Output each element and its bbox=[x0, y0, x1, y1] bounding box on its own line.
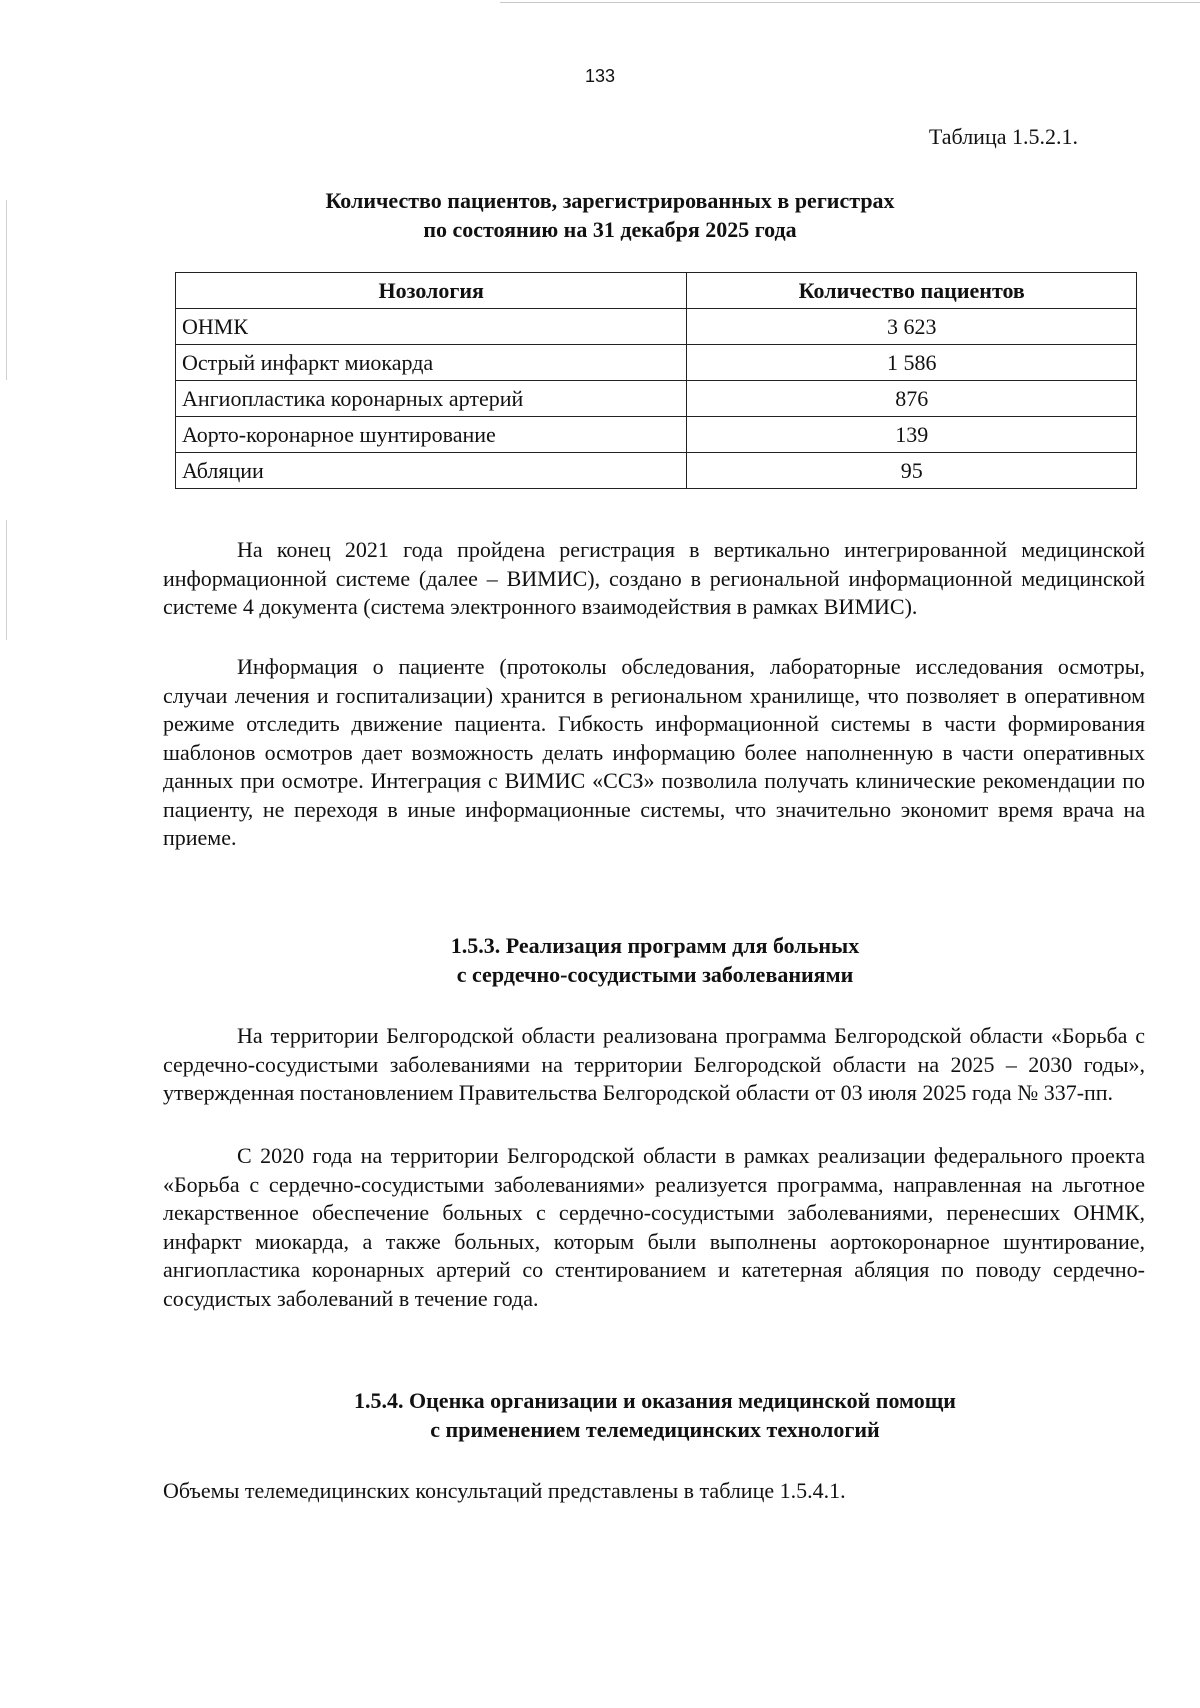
section-heading-line: с сердечно-сосудистыми заболеваниями bbox=[456, 962, 854, 987]
nosology-cell: Абляции bbox=[176, 453, 687, 489]
registry-table bbox=[175, 272, 1137, 489]
column-header-patient-count: Количество пациентов bbox=[687, 273, 1137, 309]
scan-edge-line bbox=[6, 520, 7, 640]
scan-edge-line bbox=[500, 2, 1200, 3]
section-heading-line: с применением телемедицинских технологий bbox=[430, 1417, 880, 1442]
page-number: 133 bbox=[584, 66, 616, 86]
patient-count-cell: 95 bbox=[687, 453, 1137, 489]
section-heading-line: 1.5.4. Оценка организации и оказания медицинской помощи bbox=[354, 1388, 956, 1413]
paragraph-regional-program: На территории Белгородской области реализована программа Белгородской области «Борьба с сердечно-сосудистыми заболеваниями на территории Белгородской области на 2025 – 2030 годы», утвержденная постановлением Правительства Белгородской области от 03 июля 2025 года № 337-пп. bbox=[163, 1023, 1145, 1105]
table-header-row bbox=[176, 273, 1137, 309]
section-heading-1-5-3 bbox=[160, 931, 1150, 989]
nosology-cell: ОНМК bbox=[176, 309, 687, 345]
patient-count-cell: 139 bbox=[687, 417, 1137, 453]
paragraph-vimis-registration: На конец 2021 года пройдена регистрация в вертикально интегрированной медицинской информационной системе (далее – ВИМИС), создано в региональной информационной медицинской системе 4 документа (система электронного взаимодействия в рамках ВИМИС). bbox=[163, 537, 1145, 619]
paragraph-federal-project: С 2020 года на территории Белгородской области в рамках реализации федерального проекта «Борьба с сердечно-сосудистыми заболеваниями» реализуется программа, направленная на льготное лекарственное обеспечение больных с сердечно-сосудистыми заболеваниями, перенесших ОНМК, инфаркт миокарда, а также больных, которым были выполнены аортокоронарное шунтирование, ангиопластика коронарных артерий со стентированием и катетерная абляция по поводу сердечно-сосудистых заболеваний в течение года. bbox=[163, 1143, 1145, 1311]
patient-count-cell: 876 bbox=[687, 381, 1137, 417]
table-row bbox=[176, 309, 1137, 345]
section-heading-1-5-4 bbox=[160, 1386, 1150, 1444]
scan-edge-line bbox=[6, 200, 7, 380]
patient-count-cell: 1 586 bbox=[687, 345, 1137, 381]
table-title bbox=[160, 186, 1060, 244]
nosology-cell: Острый инфаркт миокарда bbox=[176, 345, 687, 381]
section-heading-line: 1.5.3. Реализация программ для больных bbox=[450, 933, 860, 958]
nosology-cell: Ангиопластика коронарных артерий bbox=[176, 381, 687, 417]
table-label: Таблица 1.5.2.1. bbox=[928, 124, 1078, 149]
table-row bbox=[176, 381, 1137, 417]
table-row bbox=[176, 453, 1137, 489]
column-header-nosology: Нозология bbox=[176, 273, 687, 309]
table-row bbox=[176, 417, 1137, 453]
nosology-cell: Аорто-коронарное шунтирование bbox=[176, 417, 687, 453]
paragraph-patient-info: Информация о пациенте (протоколы обследования, лабораторные исследования осмотры, случаи лечения и госпитализации) хранится в региональном хранилище, что позволяет в оперативном режиме отследить движение пациента. Гибкость информационной системы в части формирования шаблонов осмотров дает возможность делать информацию более наполненную в части оперативных данных при осмотре. Интеграция с ВИМИС «ССЗ» позволила получать клинические рекомендации по пациенту, не переходя в иные информационные системы, что значительно экономит время врача на приеме. bbox=[163, 654, 1145, 850]
table-title-line: Количество пациентов, зарегистрированных в регистрах bbox=[325, 188, 895, 213]
table-title-line: по состоянию на 31 декабря 2025 года bbox=[423, 217, 797, 242]
table-row bbox=[176, 345, 1137, 381]
patient-count-cell: 3 623 bbox=[687, 309, 1137, 345]
paragraph-telemedicine-reference: Объемы телемедицинских консультаций представлены в таблице 1.5.4.1. bbox=[163, 1478, 846, 1503]
